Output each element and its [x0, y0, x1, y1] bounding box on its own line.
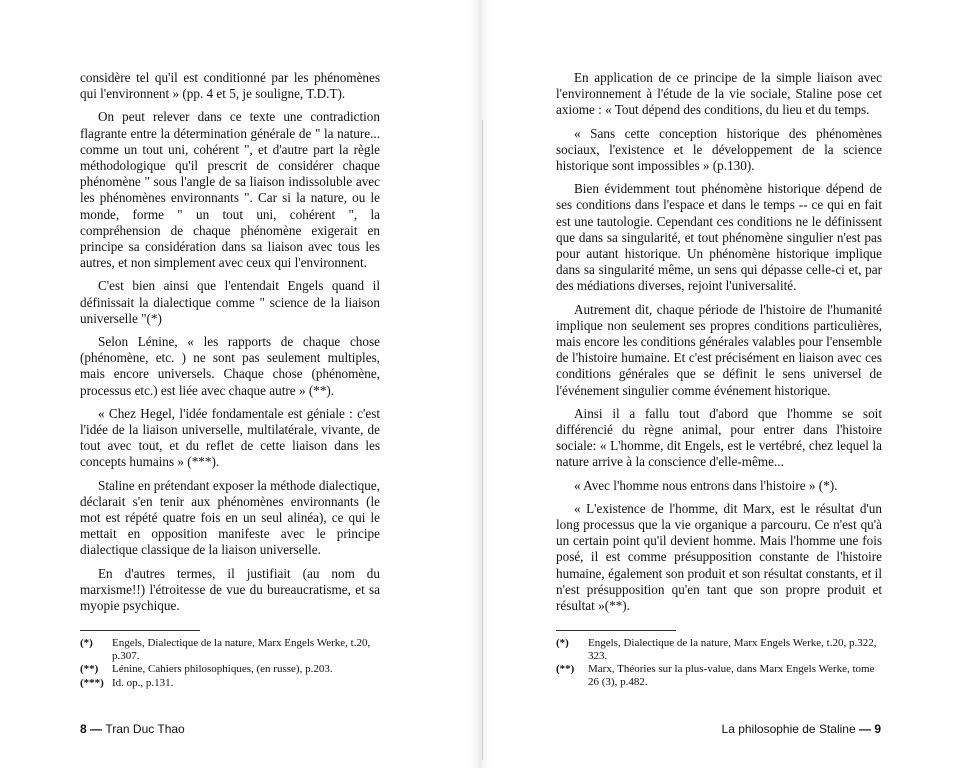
- footnote-text: Id. op., p.131.: [112, 677, 174, 690]
- running-head: Tran Duc Thao: [105, 722, 185, 736]
- gutter-shadow-line: [482, 120, 483, 760]
- footnote-text: Lénine, Cahiers philosophiques, (en russe), p.203.: [112, 663, 333, 676]
- right-paragraph-6: « Avec l'homme nous entrons dans l'histoire » (*).: [574, 477, 838, 493]
- footnote-text: Marx, Théories sur la plus-value, dans Marx Engels Werke, tome 26 (3), p.482.: [588, 663, 875, 689]
- right-paragraph-5: Ainsi il a fallu tout d'abord que l'homme se soit différencié du règne animal, pour entrer dans l'histoire sociale: « L'homme, dit Engels, est le vertébré, chez lequel la nature arrive à la conscience d'elle-même...: [556, 405, 882, 470]
- right-page: [556, 70, 882, 690]
- left-page: [80, 70, 380, 691]
- footnote: [80, 677, 380, 690]
- footnote: [80, 637, 380, 662]
- folio-dash: —: [86, 722, 106, 736]
- page-number: 8: [80, 722, 87, 736]
- footnote: [556, 663, 882, 688]
- right-paragraph-2: « Sans cette conception historique des phénomènes sociaux, l'existence et le développement de la science historique sont impossibles » (p.130).: [556, 125, 882, 174]
- folio-dash: —: [855, 722, 875, 736]
- right-paragraph-7: « L'existence de l'homme, dit Marx, est le résultat d'un long processus que la vie organique a parcouru. Ce n'est qu'à un certain point qu'il devient homme. Mais l'homme une fois posé, il est comme présupposition constante de l'histoire humaine, également son produit et son résultat constants, et il n'est présupposition qu'en tant que son propre produit et résultat »(**).: [556, 500, 882, 614]
- right-paragraph-3: Bien évidemment tout phénomène historique dépend de ses conditions dans l'espace et dans le temps -- ce qui en fait est une tautologie. Cependant ces conditions ne le définissent que dans sa singularité, et tout phénomène singulier n'est pas pour autant historique. Un phénomène historique implique dans sa singularité même, un sens qui dépasse celle-ci et, par des médiations diverses, rejoint l'universalité.: [556, 181, 882, 294]
- left-paragraph-3: C'est bien ainsi que l'entendait Engels quand il définissait la dialectique comme " science de la liaison universelle "(*): [80, 278, 380, 326]
- right-paragraph-4: Autrement dit, chaque période de l'histoire de l'humanité implique non seulement ses propres conditions particulières, mais encore les conditions générales valables pour l'ensemble de l'histoire humaine. Et c'est précisément en liaison avec ces conditions générales que se définit le sens universel de l'événement singulier comme événement historique.: [556, 301, 882, 398]
- footnote-rule: [556, 630, 676, 631]
- right-footnotes: [556, 637, 882, 688]
- page-number: 9: [874, 722, 881, 736]
- left-paragraph-5: « Chez Hegel, l'idée fondamentale est géniale : c'est l'idée de la liaison universelle, multilatérale, vivante, de tout avec tout, et du reflet de cette liaison dans les concepts humains » (***).: [80, 405, 380, 470]
- left-paragraph-4: Selon Lénine, « les rapports de chaque chose (phénomène, etc. ) ne sont pas seulement multiples, mais encore universels. Chaque chose (phénomène, processus etc.) est liée avec chaque autre » (**).: [80, 334, 380, 398]
- left-footnotes: [80, 637, 380, 689]
- footnote-mark: (***): [80, 677, 104, 690]
- footnote-text: Engels, Dialectique de la nature, Marx Engels Werke, t.20, p.307.: [112, 637, 371, 662]
- left-paragraph-1: considère tel qu'il est conditionné par les phénomènes qui l'environnent » (pp. 4 et 5, je souligne, T.D.T).: [80, 70, 380, 102]
- left-paragraph-6: Staline en prétendant exposer la méthode dialectique, déclarait s'en tenir aux phénomènes environnants (le mot est répété quatre fois en un seul alinéa), ce qui le mettait en opposition manifeste avec le principe dialectique classique de la liaison universelle.: [80, 477, 380, 558]
- footnote-mark: (**): [556, 663, 575, 676]
- right-folio: [722, 722, 881, 736]
- running-head: La philosophie de Staline: [721, 722, 856, 736]
- left-paragraph-7: En d'autres termes, il justifiait (au nom du marxisme!!) l'étroitesse de vue du bureaucratisme, et sa myopie psychique.: [80, 565, 380, 614]
- footnote-mark: (**): [80, 663, 99, 676]
- footnote-mark: (*): [80, 637, 93, 650]
- footnote: [556, 637, 882, 662]
- footnote: [80, 663, 380, 676]
- footnote-text: Engels, Dialectique de la nature, Marx Engels Werke, t.20, p.322, 323.: [588, 637, 877, 662]
- footnote-mark: (*): [556, 637, 569, 650]
- left-folio: [80, 722, 185, 736]
- right-paragraph-1: En application de ce principe de la simple liaison avec l'environnement à l'étude de la vie sociale, Staline pose cet axiome : « Tout dépend des conditions, du lieu et du temps.: [556, 70, 882, 118]
- footnote-rule: [80, 630, 200, 631]
- left-paragraph-2: On peut relever dans ce texte une contradiction flagrante entre la détermination générale de " la nature... comme un tout uni, cohérent ", et d'autre part la règle méthodologique qu'il prescrit de considérer chaque phénomène " sous l'angle de sa liaison indissoluble avec les phénomènes environnants ". Car si la nature, ou le monde, forme " un tout uni, cohérent ", la compréhension de chaque phénomène exigerait en principe sa considération dans sa liaison avec tous les autres, et non simplement avec ceux qui l'environnent.: [80, 109, 380, 271]
- book-gutter: [470, 0, 490, 768]
